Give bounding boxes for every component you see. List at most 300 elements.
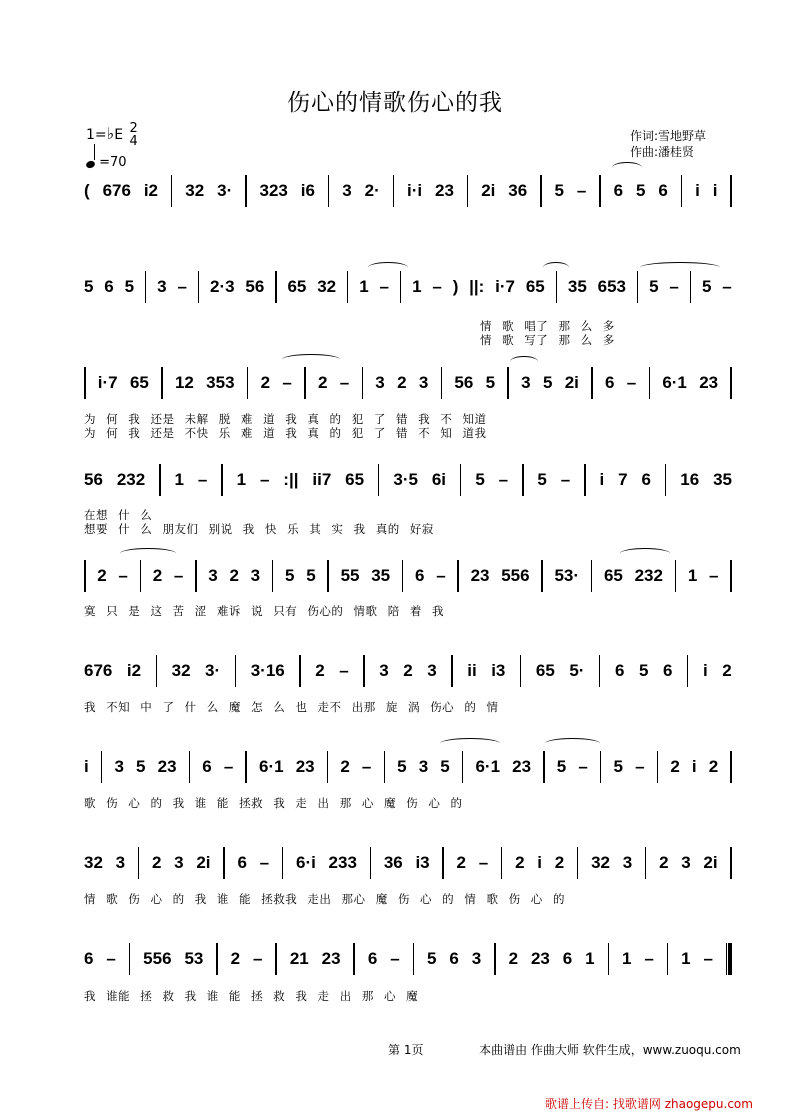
note-group: 2 bbox=[152, 566, 163, 585]
note-group: 65 bbox=[525, 277, 545, 296]
watermark-label: 歌谱上传自: bbox=[545, 1097, 610, 1111]
note-group: 1 bbox=[585, 949, 595, 968]
bar-line bbox=[730, 367, 732, 399]
note-group: 5 bbox=[554, 181, 564, 200]
note-group: 2·3 bbox=[210, 277, 235, 296]
bar-line bbox=[730, 847, 732, 879]
bar-line bbox=[730, 175, 732, 207]
note-group: 6i bbox=[431, 470, 447, 489]
note-group: 6 bbox=[615, 661, 625, 680]
note-group: 2 bbox=[403, 661, 413, 680]
note-group: 6·1 bbox=[259, 757, 284, 776]
note-group: 1 bbox=[174, 470, 184, 489]
bar-line bbox=[171, 175, 173, 207]
note-group: 6·1 bbox=[662, 373, 687, 392]
note-group: 2 bbox=[97, 566, 107, 585]
note-group: 65 bbox=[129, 373, 149, 392]
bar-line bbox=[730, 751, 732, 783]
lyric-line: 情 歌 写了 那 么 多 bbox=[480, 333, 615, 347]
bar-line bbox=[556, 271, 558, 303]
note-group: 3 bbox=[418, 757, 429, 776]
note-group: 2 bbox=[670, 757, 680, 776]
note-group: 56 bbox=[84, 470, 103, 489]
flat-icon: ♭ bbox=[106, 124, 115, 143]
bar-line bbox=[223, 847, 225, 879]
page-footer bbox=[388, 1041, 741, 1058]
note-group: 36 bbox=[383, 853, 403, 872]
note-group: 6·i bbox=[295, 853, 316, 872]
note-group: i bbox=[702, 661, 708, 680]
bar-line bbox=[467, 175, 469, 207]
score-row bbox=[84, 561, 732, 591]
note-group: 6 bbox=[604, 373, 615, 392]
note-group: i·i bbox=[407, 181, 423, 200]
score-row bbox=[84, 465, 732, 495]
note-group: ii7 bbox=[312, 470, 332, 489]
note-group: – bbox=[223, 757, 234, 776]
bar-line bbox=[400, 271, 402, 303]
note-group: 5 bbox=[542, 373, 553, 392]
note-group: 2· bbox=[364, 181, 380, 200]
key-prefix: 1= bbox=[86, 127, 107, 143]
note-group: 65 bbox=[603, 566, 623, 585]
lyric-line: 情 歌 唱了 那 么 多 bbox=[480, 319, 615, 333]
note-group: 23 bbox=[321, 949, 341, 968]
note-group: – bbox=[259, 853, 270, 872]
note-group: 6 bbox=[202, 757, 212, 776]
note-group: – bbox=[361, 757, 372, 776]
note-group: 5 bbox=[427, 949, 437, 968]
lyric-line: 我 不知 中 了 什 么 魔 怎 么 也 走不 出那 旋 涡 伤心 的 情 bbox=[84, 700, 499, 714]
note-group: 3 bbox=[208, 566, 218, 585]
note-group: 5 bbox=[397, 757, 407, 776]
note-group: 6 bbox=[84, 949, 94, 968]
bar-line bbox=[362, 367, 364, 399]
note-group: 323 bbox=[259, 181, 288, 200]
note-group: i3 bbox=[491, 661, 506, 680]
final-bar-line bbox=[726, 943, 732, 975]
note-group: 676 bbox=[102, 181, 131, 200]
bar-line bbox=[730, 560, 732, 592]
note-group: 32 bbox=[185, 181, 205, 200]
note-group: 5 bbox=[701, 277, 712, 296]
note-group: – bbox=[722, 277, 732, 296]
bar-line bbox=[457, 560, 459, 592]
composer-credit: 作曲:潘桂贤 bbox=[630, 145, 695, 159]
note-group: 3 bbox=[521, 373, 531, 392]
bar-line bbox=[507, 367, 509, 399]
note-group: 3· bbox=[217, 181, 233, 200]
bar-line bbox=[591, 560, 593, 592]
note-group: 2i bbox=[703, 853, 718, 872]
bar-line bbox=[198, 271, 200, 303]
note-group: 3 bbox=[250, 566, 261, 585]
time-bottom: 4 bbox=[129, 134, 138, 149]
tempo-value: =70 bbox=[99, 155, 127, 170]
note-group: 7 bbox=[618, 470, 628, 489]
note-group: 1 bbox=[687, 566, 698, 585]
note-group: 2 bbox=[659, 853, 669, 872]
bar-line bbox=[541, 560, 543, 592]
bar-line bbox=[378, 464, 380, 496]
note-group: i·7 bbox=[97, 373, 118, 392]
note-group: 65 bbox=[345, 470, 365, 489]
bar-line bbox=[299, 655, 301, 687]
note-group: 5 bbox=[556, 757, 567, 776]
note-group: 5 bbox=[124, 277, 135, 296]
lyricist-credit: 作词:雪地野草 bbox=[630, 129, 707, 143]
note-group: i bbox=[599, 470, 605, 489]
bar-line bbox=[275, 943, 277, 975]
note-group: – bbox=[118, 566, 128, 585]
note-group: – bbox=[106, 949, 116, 968]
note-group: 65 bbox=[535, 661, 555, 680]
note-group: 3·16 bbox=[250, 661, 285, 680]
note-group: – bbox=[177, 277, 187, 296]
lyric-line: 为 何 我 还是 未解 脱 难 道 我 真 的 犯 了 错 我 不 知道 bbox=[84, 412, 487, 426]
page-number: 第 1页 bbox=[388, 1043, 424, 1057]
bar-line bbox=[441, 367, 443, 399]
note-group: 3·5 bbox=[393, 470, 418, 489]
generator-credit: 本曲谱由 作曲大师 软件生成，www.zuoqu.com bbox=[479, 1043, 741, 1057]
bar-line bbox=[608, 943, 610, 975]
bar-line bbox=[156, 655, 158, 687]
note-group: – bbox=[498, 470, 509, 489]
bar-line bbox=[649, 367, 651, 399]
note-group: ) bbox=[452, 277, 459, 296]
note-group: 5 bbox=[475, 470, 485, 489]
note-group: – bbox=[576, 181, 587, 200]
time-top: 2 bbox=[129, 121, 138, 136]
note-group: – bbox=[635, 757, 645, 776]
note-group: – bbox=[644, 949, 654, 968]
note-group: 6 bbox=[104, 277, 114, 296]
note-group: 6 bbox=[641, 470, 651, 489]
bar-line bbox=[145, 271, 147, 303]
score-row bbox=[84, 944, 732, 974]
note-group: ii bbox=[467, 661, 477, 680]
note-group: 2 bbox=[708, 757, 719, 776]
bar-line bbox=[327, 560, 329, 592]
bar-line bbox=[189, 751, 191, 783]
bar-line bbox=[247, 367, 249, 399]
note-group: 556 bbox=[501, 566, 530, 585]
note-group: 6·1 bbox=[475, 757, 501, 776]
repeat-sign: ||: bbox=[469, 277, 485, 296]
note-group: 5 bbox=[485, 373, 496, 392]
note-group: 2i bbox=[481, 181, 496, 200]
note-group: 23 bbox=[699, 373, 719, 392]
note-group: 6 bbox=[415, 566, 425, 585]
bar-line bbox=[328, 175, 330, 207]
note-group: 32 bbox=[591, 853, 610, 872]
note-group: 32 bbox=[317, 277, 337, 296]
note-group: 3 bbox=[114, 757, 124, 776]
note-group: – bbox=[560, 470, 571, 489]
note-group: 5 bbox=[649, 277, 659, 296]
note-group: 21 bbox=[289, 949, 309, 968]
bar-line bbox=[451, 655, 453, 687]
bar-line bbox=[501, 847, 503, 879]
note-group: 2i bbox=[196, 853, 211, 872]
note-group: – bbox=[669, 277, 679, 296]
note-group: i2 bbox=[126, 661, 142, 680]
note-group: 3 bbox=[375, 373, 385, 392]
bar-line bbox=[275, 271, 277, 303]
note-group: 32 bbox=[84, 853, 103, 872]
note-group: 5 bbox=[613, 757, 624, 776]
note-group: 6 bbox=[237, 853, 247, 872]
note-group: i2 bbox=[143, 181, 159, 200]
bar-line bbox=[363, 655, 365, 687]
slur-mark bbox=[368, 262, 408, 273]
note-group: 2 bbox=[315, 661, 325, 680]
score-row bbox=[84, 752, 732, 782]
note-group: 233 bbox=[328, 853, 357, 872]
note-group: i bbox=[537, 853, 542, 872]
note-group: – bbox=[259, 470, 270, 489]
bar-line bbox=[413, 943, 415, 975]
note-group: 56 bbox=[454, 373, 474, 392]
bar-line bbox=[645, 847, 647, 879]
bar-line bbox=[272, 560, 274, 592]
bar-line bbox=[161, 367, 163, 399]
note-group: 2 bbox=[456, 853, 466, 872]
note-group: i bbox=[691, 757, 697, 776]
score-row bbox=[84, 272, 732, 302]
bar-line bbox=[84, 367, 86, 399]
song-title: 伤心的情歌伤心的我 bbox=[287, 90, 503, 116]
note-group: 3 bbox=[379, 661, 389, 680]
bar-line bbox=[442, 847, 444, 879]
note-group: 3 bbox=[681, 853, 691, 872]
bar-line bbox=[216, 943, 218, 975]
note-group: 35 bbox=[567, 277, 587, 296]
score-row bbox=[84, 656, 732, 686]
bar-line bbox=[657, 751, 659, 783]
note-group: 2 bbox=[508, 949, 519, 968]
key-note: E bbox=[114, 127, 124, 143]
note-group: 5 bbox=[285, 566, 295, 585]
note-group: – bbox=[709, 566, 719, 585]
bar-line bbox=[195, 560, 197, 592]
note-group: 556 bbox=[143, 949, 172, 968]
slur-mark bbox=[282, 354, 340, 365]
note-group: ( bbox=[84, 181, 90, 200]
note-group: 1 bbox=[359, 277, 369, 296]
quarter-note-icon bbox=[85, 160, 96, 170]
note-group: 5 bbox=[537, 470, 547, 489]
note-group: 23 bbox=[157, 757, 177, 776]
bar-line bbox=[522, 464, 524, 496]
note-group: 3 bbox=[174, 853, 184, 872]
note-group: 23 bbox=[512, 757, 532, 776]
bar-line bbox=[235, 655, 237, 687]
note-group: – bbox=[390, 949, 400, 968]
note-group: i·7 bbox=[495, 277, 516, 296]
watermark bbox=[545, 1095, 753, 1112]
note-group: – bbox=[379, 277, 389, 296]
note-group: 16 bbox=[680, 470, 700, 489]
score-row bbox=[84, 848, 732, 878]
bar-line bbox=[577, 847, 579, 879]
bar-line bbox=[520, 655, 522, 687]
note-group: 53· bbox=[554, 566, 580, 585]
slur-mark bbox=[543, 262, 569, 273]
note-group: 36 bbox=[508, 181, 528, 200]
note-group: 2i bbox=[564, 373, 579, 392]
lyric-line: 为 何 我 还是 不快 乐 难 道 我 真 的 犯 了 错 不 知 道我 bbox=[84, 426, 487, 440]
note-group: 56 bbox=[245, 277, 265, 296]
note-group: – bbox=[626, 373, 637, 392]
lyric-line: 情 歌 伤 心 的 我 谁 能 拯救我 走出 那心 魔 伤 心 的 情 歌 伤 心 的 bbox=[84, 892, 565, 906]
note-group: – bbox=[578, 757, 588, 776]
bar-line bbox=[540, 175, 542, 207]
note-group: 1 bbox=[621, 949, 632, 968]
note-group: 5· bbox=[569, 661, 585, 680]
note-group: 2 bbox=[229, 566, 239, 585]
note-group: 3 bbox=[115, 853, 126, 872]
watermark-site: 找歌谱网 zhaogepu.com bbox=[612, 1097, 753, 1111]
repeat-sign: :|| bbox=[283, 470, 299, 489]
note-group: 3 bbox=[427, 661, 437, 680]
note-group: – bbox=[436, 566, 446, 585]
bar-line bbox=[304, 367, 306, 399]
note-group: 6 bbox=[658, 181, 668, 200]
note-group: 23 bbox=[435, 181, 454, 200]
lyric-line: 我 谁能 拯 救 我 谁 能 拯 救 我 走 出 那 心 魔 bbox=[84, 989, 419, 1003]
note-group: i3 bbox=[415, 853, 430, 872]
bar-line bbox=[245, 751, 247, 783]
note-group: – bbox=[339, 373, 350, 392]
note-group: 12 bbox=[174, 373, 194, 392]
note-group: 232 bbox=[116, 470, 146, 489]
note-group: i6 bbox=[300, 181, 315, 200]
time-signature bbox=[130, 122, 138, 148]
note-group: 3 bbox=[342, 181, 352, 200]
bar-line bbox=[681, 175, 683, 207]
bar-line bbox=[687, 655, 689, 687]
note-group: i bbox=[712, 181, 718, 200]
bar-line bbox=[221, 464, 223, 496]
bar-line bbox=[600, 751, 602, 783]
note-group: 2 bbox=[152, 853, 162, 872]
note-group: 32 bbox=[171, 661, 191, 680]
lyric-line: 在想 什 么 bbox=[84, 508, 153, 522]
note-group: 2 bbox=[554, 853, 565, 872]
note-group: – bbox=[339, 661, 349, 680]
note-group: 676 bbox=[84, 661, 113, 680]
note-group: 3 bbox=[418, 373, 429, 392]
note-group: 2 bbox=[515, 853, 525, 872]
note-group: – bbox=[282, 373, 292, 392]
note-group: 6 bbox=[449, 949, 459, 968]
score-row bbox=[84, 176, 732, 206]
note-group: 2 bbox=[230, 949, 241, 968]
bar-line bbox=[370, 847, 372, 879]
slur-mark bbox=[120, 548, 176, 559]
note-group: i bbox=[695, 181, 700, 200]
bar-line bbox=[675, 560, 677, 592]
note-group: – bbox=[173, 566, 184, 585]
note-group: 1 bbox=[681, 949, 691, 968]
score-row bbox=[84, 368, 732, 398]
note-group: i bbox=[84, 757, 89, 776]
bar-line bbox=[393, 175, 395, 207]
note-stem bbox=[94, 144, 95, 160]
note-group: 3· bbox=[205, 661, 221, 680]
bar-line bbox=[129, 943, 131, 975]
note-group: 5 bbox=[136, 757, 146, 776]
note-group: 2 bbox=[260, 373, 271, 392]
note-group: – bbox=[478, 853, 489, 872]
bar-line bbox=[402, 560, 404, 592]
bar-line bbox=[584, 464, 586, 496]
note-group: 353 bbox=[206, 373, 235, 392]
bar-line bbox=[637, 271, 639, 303]
bar-line bbox=[591, 367, 593, 399]
bar-line bbox=[347, 271, 349, 303]
note-group: 5 bbox=[638, 661, 649, 680]
note-group: 5 bbox=[306, 566, 316, 585]
lyric-line: 歌 伤 心 的 我 谁 能 拯救 我 走 出 那 心 魔 伤 心 的 bbox=[84, 796, 463, 810]
note-group: – bbox=[253, 949, 263, 968]
bar-line bbox=[599, 655, 601, 687]
note-group: 2 bbox=[397, 373, 407, 392]
bar-line bbox=[690, 271, 692, 303]
credits bbox=[630, 128, 706, 160]
note-group: 6 bbox=[662, 661, 673, 680]
note-group: 6 bbox=[613, 181, 624, 200]
note-group: 6 bbox=[367, 949, 378, 968]
bar-line bbox=[384, 751, 386, 783]
note-group: 65 bbox=[287, 277, 307, 296]
tempo-marking bbox=[86, 150, 127, 170]
note-group: 2 bbox=[340, 757, 350, 776]
lyric-line: 寞 只 是 这 苦 涩 难诉 说 只有 伤心的 情歌 陪 着 我 bbox=[84, 604, 445, 618]
bar-line bbox=[84, 560, 86, 592]
note-group: – bbox=[432, 277, 442, 296]
slur-mark bbox=[612, 162, 642, 173]
note-group: 3 bbox=[471, 949, 482, 968]
bar-line bbox=[101, 751, 103, 783]
note-group: 23 bbox=[295, 757, 315, 776]
note-group: 35 bbox=[713, 470, 732, 489]
bar-line bbox=[282, 847, 284, 879]
bar-line bbox=[667, 943, 669, 975]
note-group: 2 bbox=[722, 661, 732, 680]
slur-mark bbox=[510, 356, 538, 367]
note-group: 5 bbox=[84, 277, 94, 296]
note-group: 5 bbox=[635, 181, 646, 200]
note-group: 2 bbox=[317, 373, 328, 392]
note-group: 53 bbox=[184, 949, 204, 968]
slur-mark bbox=[620, 548, 670, 559]
bar-line bbox=[159, 464, 161, 496]
note-group: 1 bbox=[412, 277, 422, 296]
note-group: 55 bbox=[340, 566, 360, 585]
note-group: 23 bbox=[530, 949, 550, 968]
note-group: – bbox=[703, 949, 713, 968]
bar-line bbox=[494, 943, 496, 975]
note-group: 5 bbox=[440, 757, 450, 776]
lyric-line: 想要 什 么 朋友们 别说 我 快 乐 其 实 我 真的 好寂 bbox=[84, 522, 434, 536]
note-group: 653 bbox=[597, 277, 626, 296]
bar-line bbox=[462, 751, 464, 783]
bar-line bbox=[138, 847, 140, 879]
note-group: 3 bbox=[622, 853, 633, 872]
note-group: 23 bbox=[470, 566, 490, 585]
